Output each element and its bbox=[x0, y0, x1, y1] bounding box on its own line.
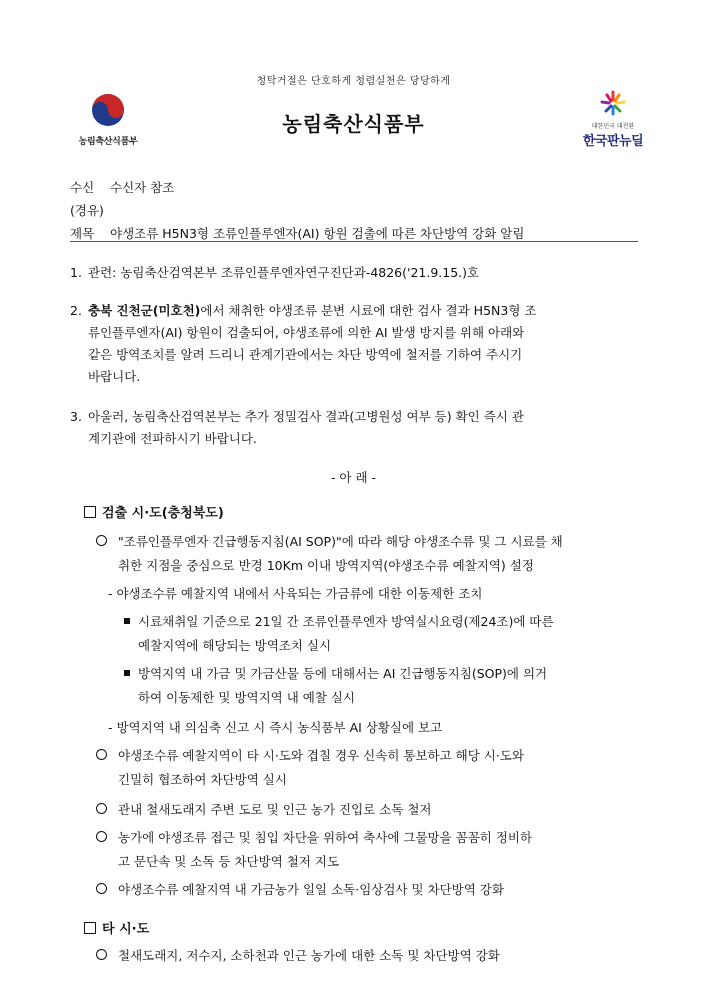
section-2-heading: 타 시·도 bbox=[84, 918, 149, 937]
paragraph-2-line-1: 충북 진천군(미호천)에서 채취한 야생조류 분변 시료에 대한 검사 결과 H5N3형 조 bbox=[88, 303, 537, 318]
paragraph-3-line-1: 아울러, 농림축산검역본부는 추가 정밀검사 결과(고병원성 여부 등) 확인 즉시 관 bbox=[88, 409, 524, 424]
section-1-dash-1: - 야생조수류 예찰지역 내에서 사육되는 가금류에 대한 이동제한 조치 bbox=[108, 586, 483, 601]
paragraph-2 bbox=[70, 300, 640, 388]
subject-label: 제목 bbox=[70, 226, 95, 241]
section-1-item-1-line-1: "조류인플루엔자 긴급행동지침(AI SOP)"에 따라 해당 야생조수류 및 그 시료를 채 bbox=[118, 534, 563, 549]
circle-bullet-icon bbox=[96, 883, 107, 894]
ministry-logo-caption: 농림축산식품부 bbox=[78, 137, 138, 147]
section-1-item-3-text: 관내 철새도래지 주변 도로 및 인근 농가 진입로 소독 철저 bbox=[118, 802, 432, 817]
recipient-row bbox=[70, 178, 174, 196]
new-deal-title: 한국판뉴딜 bbox=[582, 134, 644, 149]
circle-bullet-icon bbox=[96, 749, 107, 760]
paragraph-2-line-2: 류인플루엔자(AI) 항원이 검출되어, 야생조류에 의한 AI 발생 방지를 위해 아래와 bbox=[88, 325, 525, 340]
subject-row bbox=[70, 224, 524, 242]
paragraph-2-number: 2. bbox=[70, 303, 82, 318]
section-1-bullet-2 bbox=[124, 662, 130, 686]
section-1-item-1-line-2: 취한 지점을 중심으로 반경 10Km 이내 방역지역(야생조수류 예찰지역) 설정 bbox=[118, 558, 534, 573]
paragraph-3-line-2: 계기관에 전파하시기 바랍니다. bbox=[88, 431, 257, 446]
via-row bbox=[70, 201, 104, 219]
section-1-item-3 bbox=[96, 798, 107, 822]
paragraph-1 bbox=[70, 262, 640, 284]
via-label: (경유) bbox=[70, 203, 104, 218]
section-1-dash-2: - 방역지역 내 의심축 신고 시 즉시 농식품부 AI 상황실에 보고 bbox=[108, 720, 443, 735]
circle-bullet-icon bbox=[96, 803, 107, 814]
section-1-item-4-line-1: 농가에 야생조류 접근 및 침입 차단을 위하여 축사에 그물망을 꼼꼼히 정비하 bbox=[118, 830, 533, 845]
circle-bullet-icon bbox=[96, 535, 107, 546]
paragraph-2-line-4: 바랍니다. bbox=[88, 369, 141, 384]
circle-bullet-icon bbox=[96, 949, 107, 960]
recipient-value: 수신자 참조 bbox=[110, 180, 175, 195]
section-1-item-2-line-1: 야생조수류 예찰지역이 타 시·도와 겹칠 경우 신속히 통보하고 해당 시·도와 bbox=[118, 748, 524, 763]
section-1-bullet-2-line-2: 하여 이동제한 및 방역지역 내 예찰 실시 bbox=[138, 690, 356, 705]
square-bullet-icon bbox=[124, 670, 130, 676]
checkbox-square-icon bbox=[84, 506, 96, 518]
section-1-bullet-1-line-1: 시료채취일 기준으로 21일 간 조류인플루엔자 방역실시요령(제24조)에 따른 bbox=[138, 614, 554, 629]
below-marker: - 아 래 - bbox=[330, 470, 377, 485]
square-bullet-icon bbox=[124, 618, 130, 624]
subject-value: 야생조류 H5N3형 조류인플루엔자(AI) 항원 검출에 따른 차단방역 강화 알림 bbox=[110, 226, 525, 241]
section-1-bullet-1-line-2: 예찰지역에 해당되는 방역조치 실시 bbox=[138, 638, 332, 653]
paragraph-2-location: 충북 진천군(미호천) bbox=[88, 303, 201, 318]
paragraph-2-line-3: 같은 방역조치를 알려 드리니 관계기관에서는 차단 방역에 철저를 기하여 주시기 bbox=[88, 347, 523, 362]
slogan: 청탁거절은 단호하게 청렴실천은 당당하게 bbox=[256, 76, 451, 87]
checkbox-square-icon bbox=[84, 922, 96, 934]
section-1-item-4 bbox=[96, 826, 107, 850]
section-1-item-1 bbox=[96, 530, 107, 554]
section-1-bullet-1 bbox=[124, 610, 130, 634]
section-1-item-4-line-2: 고 문단속 및 소독 등 차단방역 철저 지도 bbox=[118, 854, 340, 869]
paragraph-1-text: 관련: 농림축산검역본부 조류인플루엔자연구진단과-4826('21.9.15.)호 bbox=[88, 265, 480, 280]
paragraph-1-number: 1. bbox=[70, 265, 82, 280]
paragraph-3 bbox=[70, 406, 640, 450]
new-deal-subtitle: 대한민국 대전환 bbox=[591, 123, 635, 130]
section-1-item-5-text: 야생조수류 예찰지역 내 가금농가 일일 소독·임상검사 및 차단방역 강화 bbox=[118, 882, 504, 897]
new-deal-star-icon bbox=[599, 90, 627, 116]
header-divider bbox=[70, 241, 638, 242]
circle-bullet-icon bbox=[96, 831, 107, 842]
section-2-item-1 bbox=[96, 944, 107, 968]
recipient-label: 수신 bbox=[70, 180, 95, 195]
section-2-item-1-text: 철새도래지, 저수지, 소하천과 인근 농가에 대한 소독 및 차단방역 강화 bbox=[118, 948, 500, 963]
section-1-item-2 bbox=[96, 744, 107, 768]
new-deal-logo bbox=[578, 90, 648, 149]
paragraph-3-number: 3. bbox=[70, 409, 82, 424]
section-1-item-2-line-2: 긴밀히 협조하여 차단방역 실시 bbox=[118, 772, 287, 787]
section-1-item-5 bbox=[96, 878, 107, 902]
section-1-heading: 검출 시·도(충청북도) bbox=[84, 502, 224, 521]
section-1-bullet-2-line-1: 방역지역 내 가금 및 가금산물 등에 대해서는 AI 긴급행동지침(SOP)에 의거 bbox=[138, 666, 548, 681]
ministry-title: 농림축산식품부 bbox=[282, 112, 425, 136]
